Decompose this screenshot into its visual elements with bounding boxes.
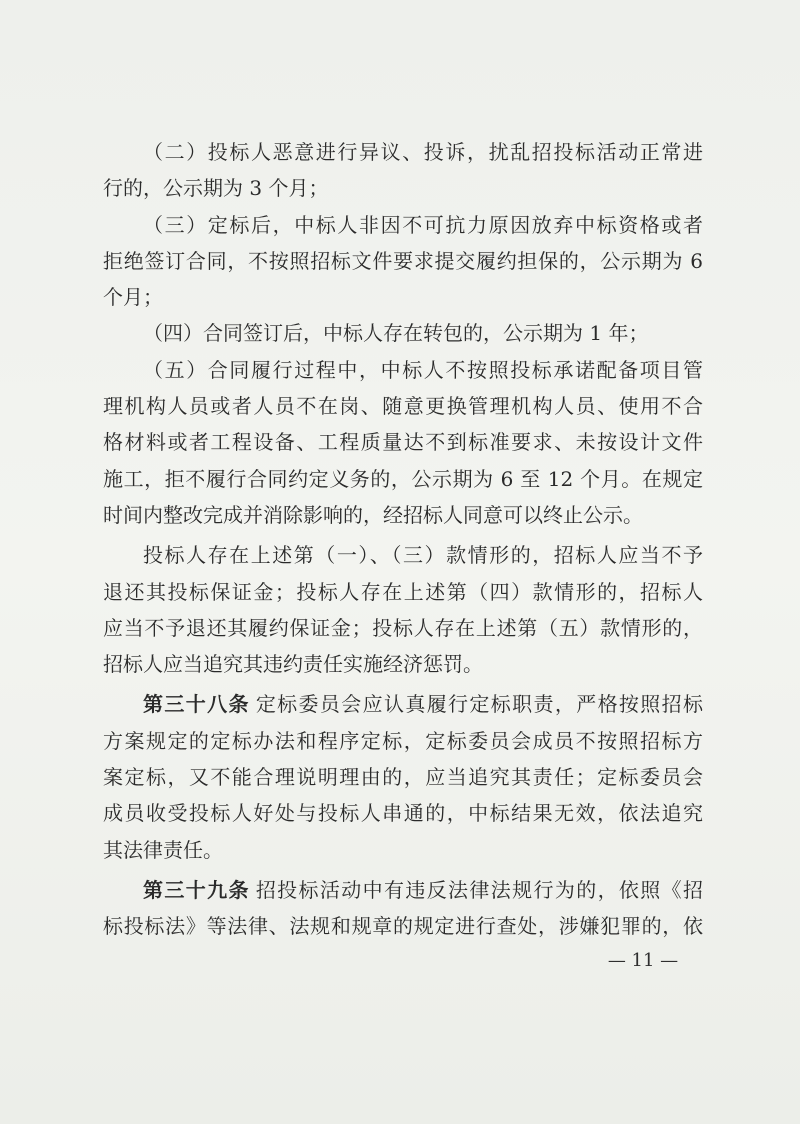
paragraph-line: 个月； xyxy=(103,285,163,310)
paragraph-line: 格材料或者工程设备、工程质量达不到标准要求、未按设计文件 xyxy=(103,430,703,455)
paragraph-line: 拒绝签订合同，不按照招标文件要求提交履约担保的，公示期为 6 xyxy=(103,248,703,273)
paragraph-line: 招标人应当追究其违约责任实施经济惩罚。 xyxy=(103,652,483,677)
paragraph-line: （四）合同签订后，中标人存在转包的，公示期为 1 年； xyxy=(143,321,649,346)
paragraph-line: 成员收受投标人好处与投标人串通的，中标结果无效，依法追究 xyxy=(103,801,703,826)
paragraph-line: 应当不予退还其履约保证金；投标人存在上述第（五）款情形的， xyxy=(103,615,703,640)
body-text xyxy=(103,134,703,945)
article-38-first-line xyxy=(103,686,703,722)
paragraph-line: 退还其投标保证金；投标人存在上述第（四）款情形的，招标人 xyxy=(103,579,703,604)
article-38-text: 定标委员会应认真履行定标职责，严格按照招标 xyxy=(255,692,704,717)
page-number: — 11 — xyxy=(607,950,679,971)
paragraph-line: 投标人存在上述第（一）、（三）款情形的，招标人应当不予 xyxy=(143,543,703,568)
paragraph-line: 时间内整改完成并消除影响的，经招标人同意可以终止公示。 xyxy=(103,502,643,527)
paragraph-line: （二）投标人恶意进行异议、投诉，扰乱招投标活动正常进 xyxy=(143,140,703,164)
paragraph-line: （五）合同履行过程中，中标人不按照投标承诺配备项目管 xyxy=(143,357,703,382)
paragraph-line: 其法律责任。 xyxy=(103,837,223,862)
paragraph-line: （三）定标后，中标人非因不可抗力原因放弃中标资格或者 xyxy=(143,212,703,237)
paragraph-line: 行的，公示期为 3 个月； xyxy=(103,176,329,201)
paragraph-line: 理机构人员或者人员不在岗、随意更换管理机构人员、使用不合 xyxy=(103,394,703,419)
article-39-first-line xyxy=(103,872,703,908)
paragraph-line: 案定标，又不能合理说明理由的，应当追究其责任；定标委员会 xyxy=(103,765,703,790)
article-39-title: 第三十九条 xyxy=(143,877,250,902)
article-38-title: 第三十八条 xyxy=(143,692,250,717)
paragraph-line: 施工，拒不履行合同约定义务的，公示期为 6 至 12 个月。在规定 xyxy=(103,466,703,491)
article-39-text: 招投标活动中有违反法律法规行为的，依照《招 xyxy=(255,877,704,902)
paragraph-line: 方案规定的定标办法和程序定标，定标委员会成员不按照招标方 xyxy=(103,728,703,753)
paragraph-line: 标投标法》等法律、法规和规章的规定进行查处，涉嫌犯罪的，依 xyxy=(103,914,703,939)
